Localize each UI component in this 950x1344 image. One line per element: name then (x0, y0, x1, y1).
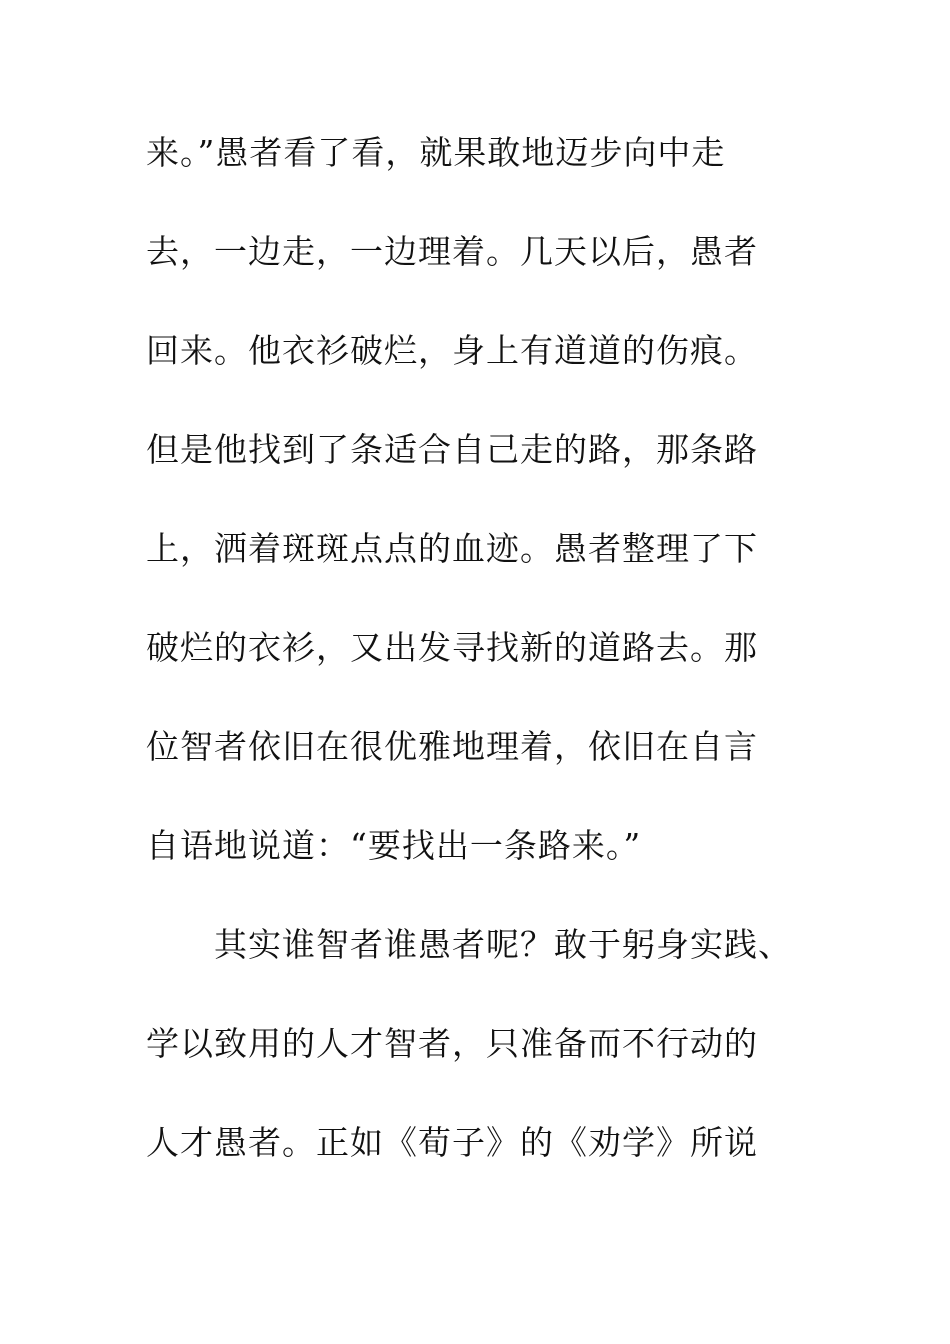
text-line: 自语地说道：“要找出一条路来。” (146, 826, 642, 865)
text-line: 破烂的衣衫，又出发寻找新的道路去。那 (146, 628, 758, 667)
paragraph-start-line: 其实谁智者谁愚者呢？敢于躬身实践、 (214, 925, 792, 964)
text-line: 学以致用的人才智者，只准备而不行动的 (146, 1024, 758, 1063)
text-line: 回来。他衣衫破烂，身上有道道的伤痕。 (146, 331, 758, 370)
text-line: 上，洒着斑斑点点的血迹。愚者整理了下 (146, 529, 758, 568)
text-line: 来。”愚者看了看，就果敢地迈步向中走 (146, 133, 726, 172)
body-text (146, 128, 826, 1217)
text-line: 位智者依旧在很优雅地理着，依旧在自言 (146, 727, 758, 766)
text-line: 但是他找到了条适合自己走的路，那条路 (146, 430, 758, 469)
text-line: 去，一边走，一边理着。几天以后，愚者 (146, 232, 758, 271)
text-line: 人才愚者。正如《荀子》的《劝学》所说 (146, 1123, 758, 1162)
